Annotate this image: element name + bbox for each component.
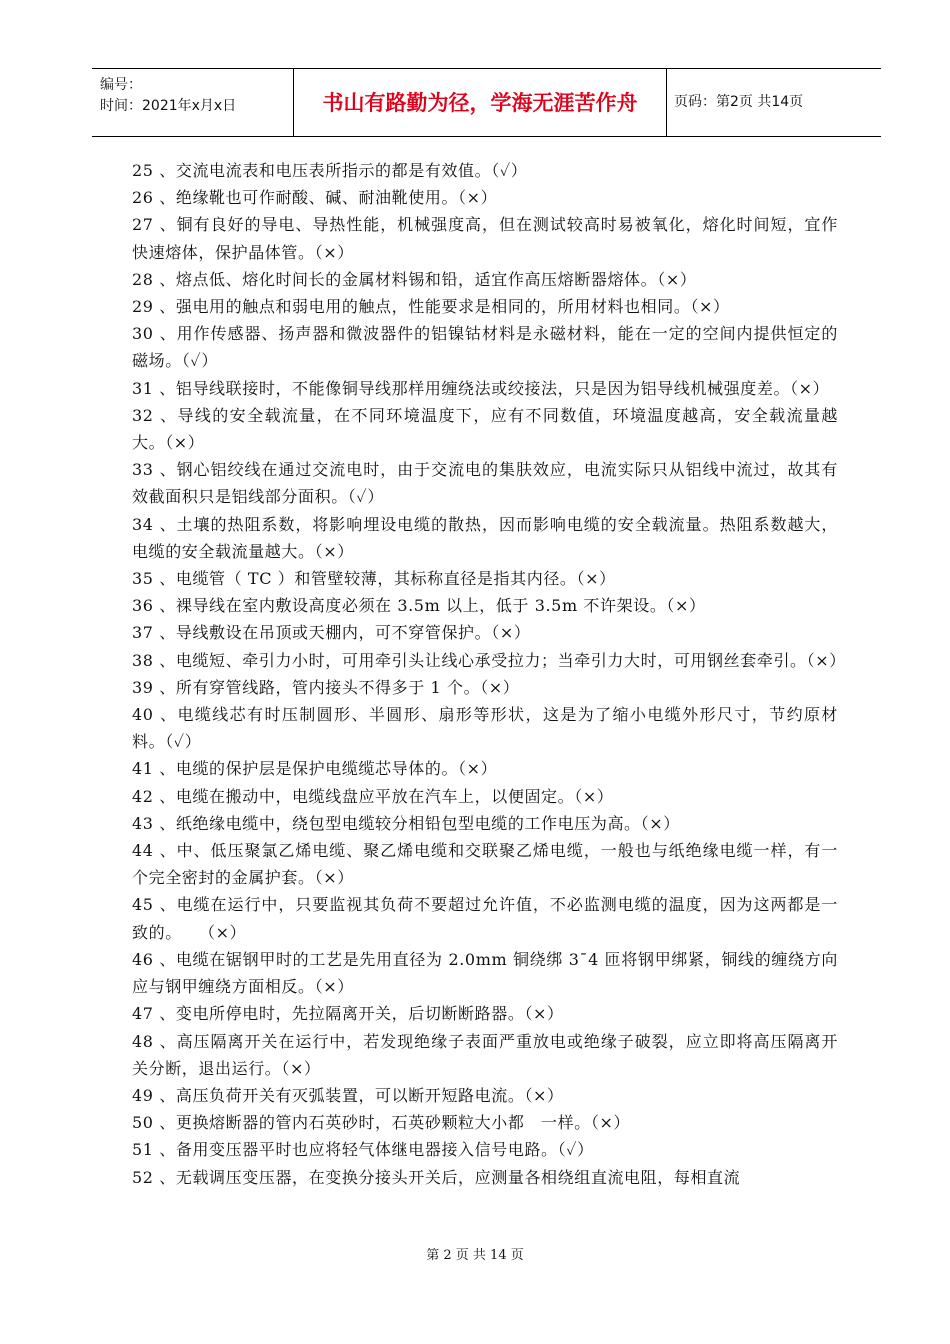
question-item: 25 、交流电流表和电压表所指示的都是有效值。（✓） (132, 161, 528, 180)
question-item: 33 、钢心铝绞线在通过交流电时，由于交流电的集肤效应，电流实际只从铝线中流过，故其有效截面积只是铝线部分面积。（✓） (132, 460, 838, 507)
question-item: 36 、裸导线在室内敷设高度必须在 3.5m 以上，低于 3.5m 不许架设。（×） (132, 596, 706, 616)
question-item: 51 、备用变压器平时也应将轻气体继电器接入信号电路。（✓） (132, 1140, 594, 1160)
question-item: 32 、导线的安全载流量，在不同环境温度下，应有不同数值，环境温度越高，安全载流量越大。（×） (132, 405, 838, 453)
question-item: 43 、纸绝缘电缆中，绕包型电缆较分相铅包型电缆的工作电压为高。（×） (132, 813, 680, 833)
question-item: 44 、中、低压聚氯乙烯电缆、聚乙烯电缆和交联聚乙烯电缆，一般也与纸绝缘电缆一样，有一个完全密封的金属护套。（×） (132, 841, 838, 888)
question-item: 42 、电缆在搬动中，电缆线盘应平放在汽车上，以便固定。（×） (132, 786, 614, 806)
question-list (132, 157, 846, 1191)
header-page-info: 页码：第2页 共14页 (674, 94, 804, 110)
question-item: 31 、铝导线联接时，不能像铜导线那样用缠绕法或绞接法，只是因为铝导线机械强度差。（×） (132, 378, 830, 398)
question-item: 28 、熔点低、熔化时间长的金属材料锡和铅，适宜作高压熔断器熔体。（×） (132, 269, 697, 289)
document-number: 编号： (100, 77, 142, 93)
page-header (92, 68, 881, 137)
question-item: 37 、导线敷设在吊顶或天棚内，可不穿管保护。（×） (132, 623, 531, 643)
question-item: 45 、电缆在运行中，只要监视其负荷不要超过允许值，不必监测电缆的温度，因为这两都是一致的。 （×） (132, 895, 838, 942)
question-item: 26 、绝缘靴也可作耐酸、碱、耐油靴使用。（×） (132, 188, 498, 208)
question-item: 30 、用作传感器、扬声器和微波器件的铝镍钴材料是永磁材料，能在一定的空间内提供恒定的磁场。（✓） (132, 324, 838, 371)
question-item: 38 、电缆短、牵引力小时，可用牵引头让线心承受拉力；当牵引力大时，可用钢丝套牵引。（×） (132, 650, 846, 670)
question-item: 46 、电缆在锯钢甲时的工艺是先用直径为 2.0mm 铜绕绑 3¯4 匝将钢甲绑紧，铜线的缠绕方向应与钢甲缠绕方面相反。（×） (132, 949, 838, 997)
question-item: 34 、土壤的热阻系数，将影响埋设电缆的散热，因而影响电缆的安全载流量。热阻系数越大，电缆的安全载流量越大。（×） (132, 514, 838, 561)
question-item: 41 、电缆的保护层是保护电缆缆芯导体的。（×） (132, 759, 498, 779)
question-item: 50 、更换熔断器的管内石英砂时，石英砂颗粒大小都 一样。（×） (132, 1113, 631, 1133)
question-item: 39 、所有穿管线路，管内接头不得多于 1 个。（×） (132, 677, 520, 697)
question-item: 35 、电缆管（ TC ）和管壁较薄，其标称直径是指其内径。（×） (132, 569, 616, 589)
page-footer: 第 2 页 共 14 页 (426, 1248, 524, 1263)
question-item: 29 、强电用的触点和弱电用的触点，性能要求是相同的，所用材料也相同。（×） (132, 297, 730, 317)
question-item: 47 、变电所停电时，先拉隔离开关，后切断断路器。（×） (132, 1004, 564, 1024)
header-motto: 书山有路勤为径，学海无涯苦作舟 (293, 69, 667, 136)
header-meta (100, 75, 290, 131)
document-time: 时间：2021年x月x日 (100, 98, 237, 114)
question-item: 27 、铜有良好的导电、导热性能，机械强度高，但在测试较高时易被氧化，熔化时间短，宜作快速熔体，保护晶体管。（×） (132, 215, 838, 262)
question-item: 48 、高压隔离开关在运行中，若发现绝缘子表面严重放电或绝缘子破裂，应立即将高压隔离开关分断，退出运行。（×） (132, 1031, 838, 1078)
question-item: 40 、电缆线芯有时压制圆形、半圆形、扇形等形状，这是为了缩小电缆外形尺寸，节约原材料。（✓） (132, 705, 838, 752)
question-item: 49 、高压负荷开关有灭弧装置，可以断开短路电流。（×） (132, 1085, 564, 1105)
question-item: 52 、无载调压变压器，在变换分接头开关后，应测量各相绕组直流电阻，每相直流 (132, 1167, 741, 1187)
